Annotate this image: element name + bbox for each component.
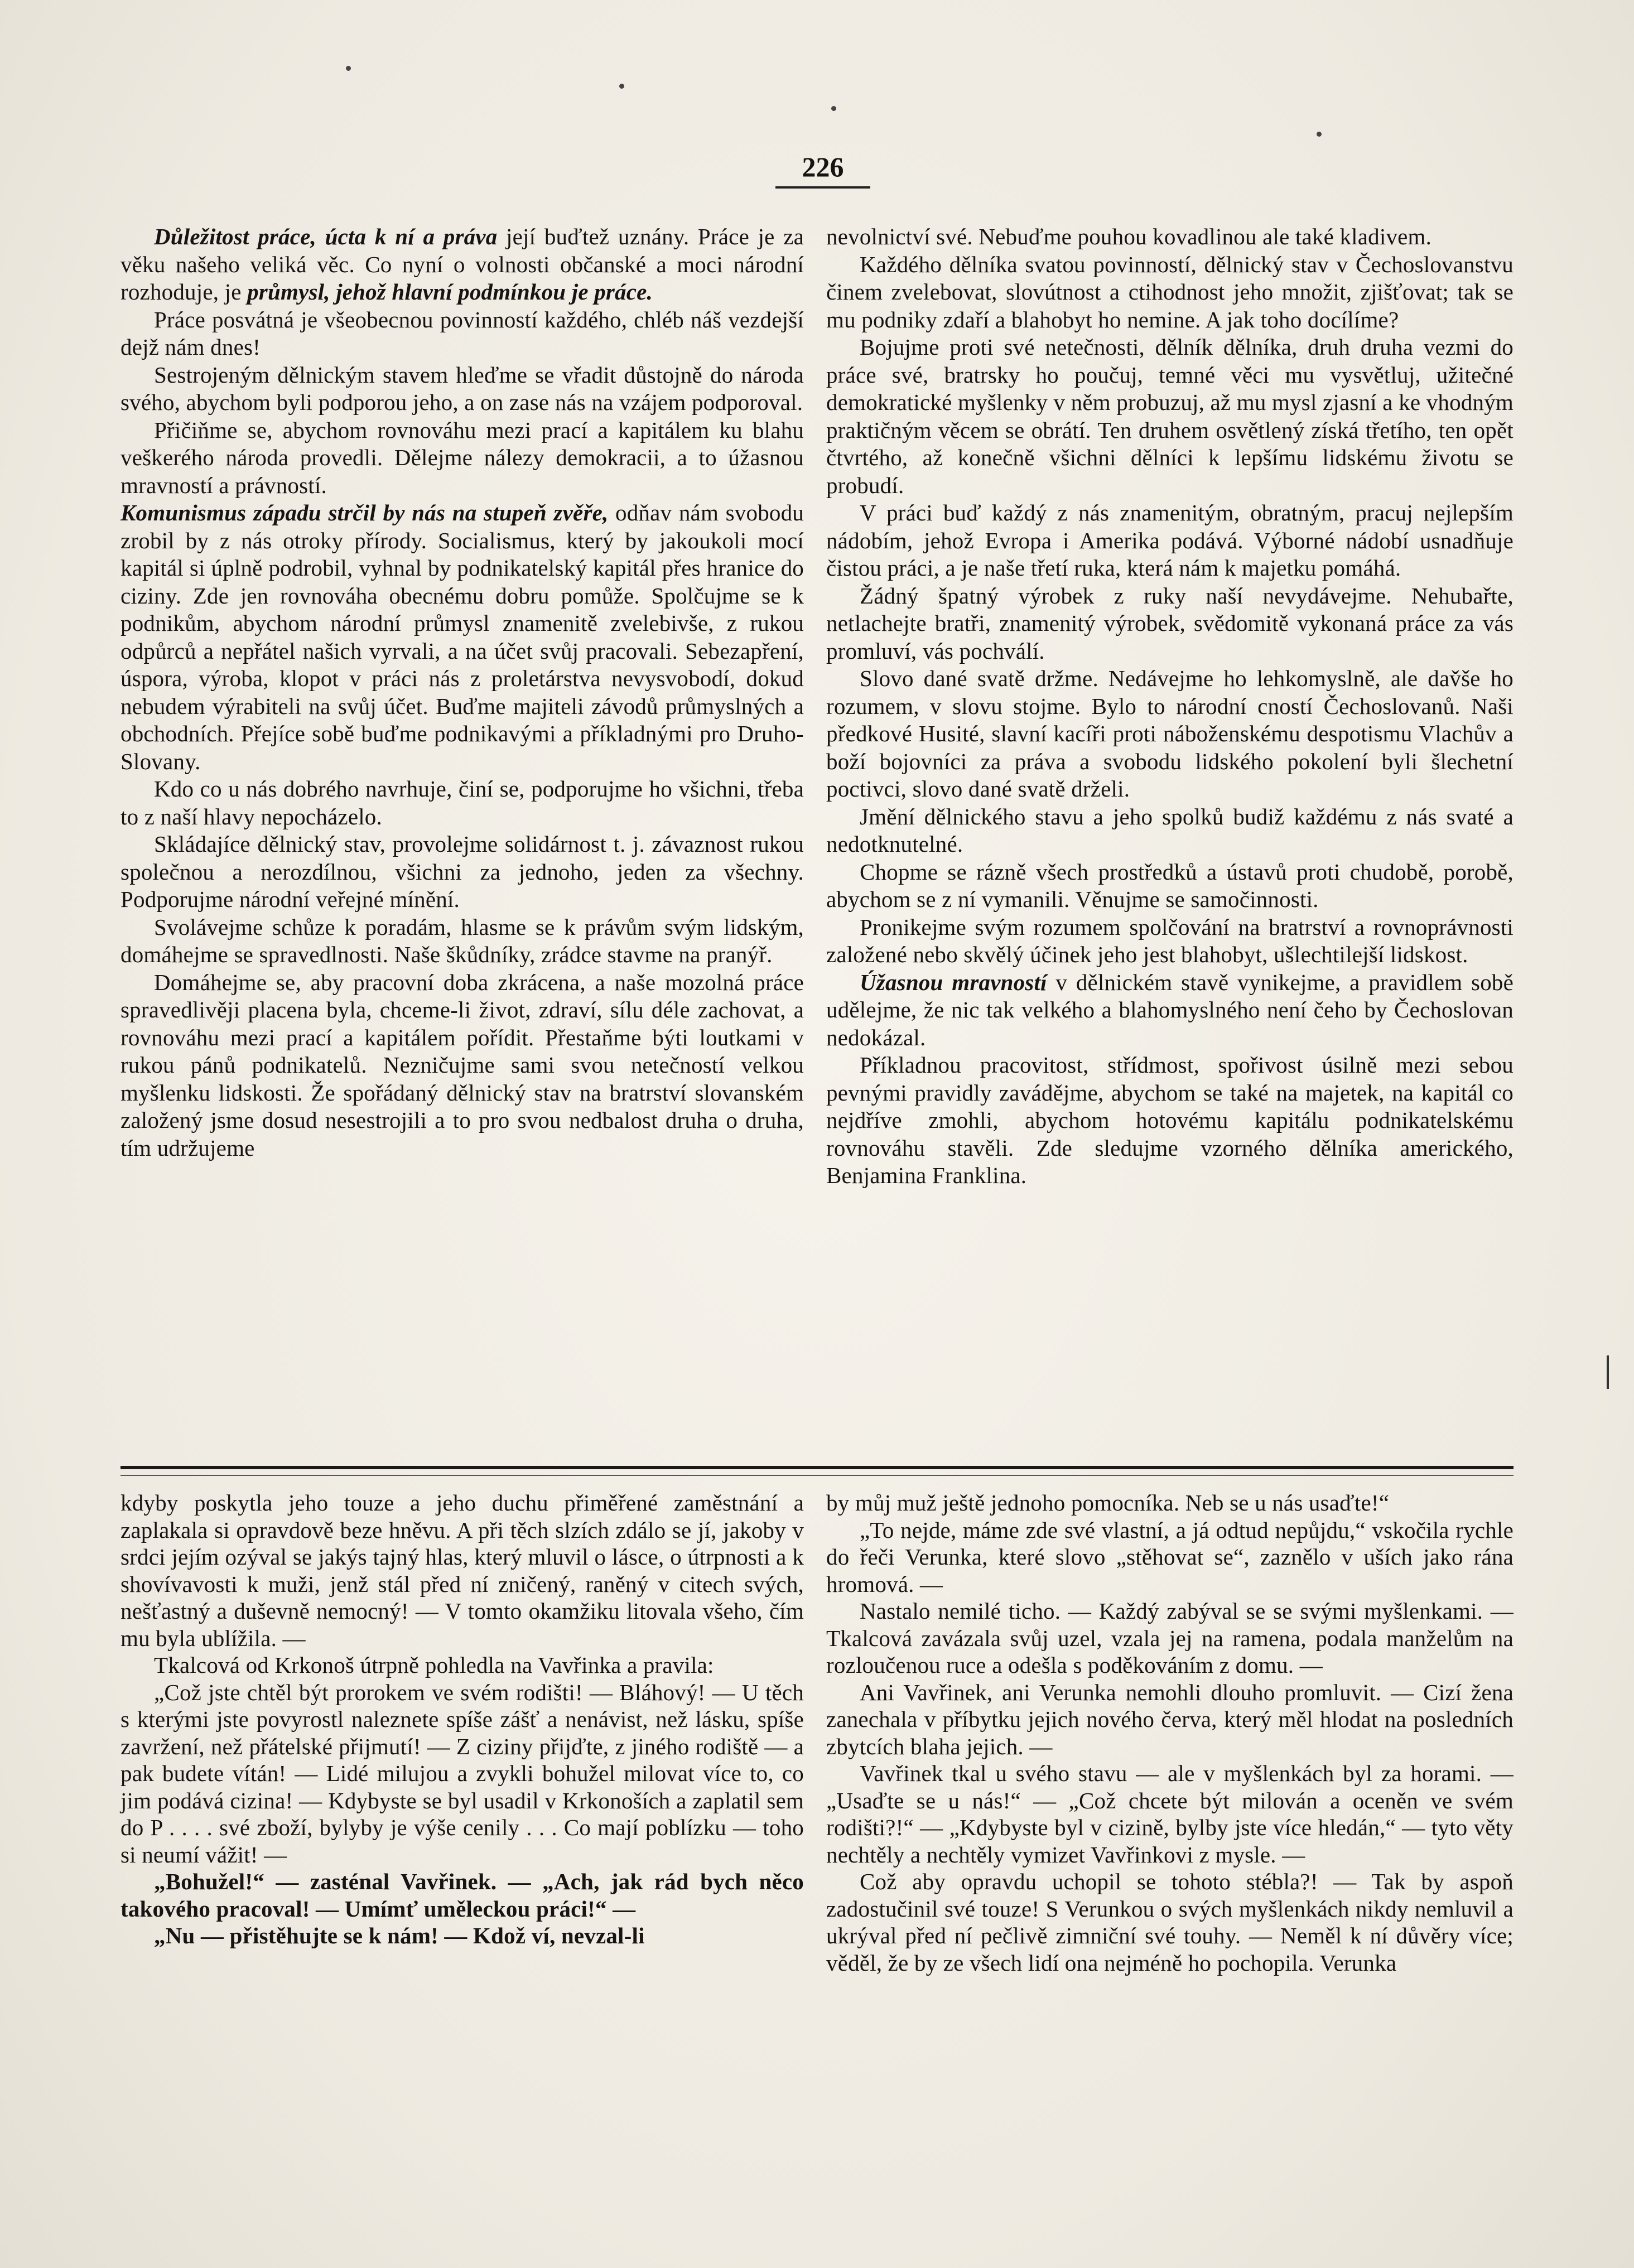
- page-number: 226: [775, 151, 870, 189]
- paragraph: Chopme se rázně všech prostředků a ústavů proti chudobě, porobě, abychom se z ní vymanili. Věnujme se samočinnosti.: [826, 858, 1514, 912]
- bottom-right-column: [826, 1489, 1514, 2226]
- paragraph-text: její buďtež uznány. Práce je za věku našeho veliká věc. Co nyní o volnosti občanské a moci národní rozhoduje, je: [120, 224, 804, 305]
- paragraph: Pronikejme svým rozumem spolčování na bratrství a rovnoprávnosti založené nebo skvělý účinek jeho jest blahobyt, ušlechtilejší lidskost.: [826, 914, 1514, 967]
- paragraph: Bojujme proti své netečnosti, dělník dělníka, druh druha vezmi do práce své, bratrsky ho poučuj, temné věci mu vysvětluj, užitečné demokratické myšlenky v něm probuzuj, až mu mysl zjasní a ke vhodným praktičným věcem se obrátí. Ten druhem osvětlený získá třetího, ten opět čtvrtého, až konečně všichni dělníci k lepšímu lidskému životu se probudí.: [826, 334, 1514, 498]
- emphasized-text: Důležitost práce, úcta k ní a práva: [154, 224, 498, 249]
- paragraph: Žádný špatný výrobek z ruky naší nevydávejme. Nehubařte, netlachejte bratři, znamenitý výrobek, svědomitě vykonaná práce za vás promluví, vás pochválí.: [826, 582, 1514, 664]
- paragraph: nevolnictví své. Nebuďme pouhou kovadlinou ale také kladivem.: [826, 224, 1432, 249]
- print-speck: [346, 66, 351, 71]
- top-left-column: [120, 223, 804, 1436]
- paragraph: Domáhejme se, aby pracovní doba zkrácena, a naše mozolná práce spravedlivěji placena byla, chceme-li život, zdraví, sílu déle zachovat, a rovnováhu mezi prací a kapitálem pořídit. Přestaňme býti loutkami v rukou pánů podnikatelů. Nezničujme sami svou netečností velkou myšlenku lidskosti. Že spořádaný dělnický stav na bratrství slovanském založený jsme dosud nesestrojili a to pro svou nedbalost druha o druha, tím udržujeme: [120, 969, 804, 1161]
- bottom-left-column: [120, 1489, 804, 2226]
- print-speck: [1317, 132, 1322, 137]
- paragraph: Každého dělníka svatou povinností, dělnický stav v Čechoslovanstvu činem zvelebovat, slovútnost a ctihodnost jeho množit, zjišťovat; tak se mu podniky zdaří a blahobyt ho nemine. A jak toho docílíme?: [826, 251, 1514, 332]
- paragraph: Ani Vavřinek, ani Verunka nemohli dlouho promluvit. — Cizí žena zanechala v příbytku jejich nového červa, který měl hlodat na posledních zbytcích blaha jejich. —: [826, 1679, 1514, 1759]
- emphasized-text: Komunismus západu strčil by nás na stupeň zvěře,: [120, 500, 609, 525]
- margin-mark: [1607, 1355, 1616, 1389]
- paragraph: Vavřinek tkal u svého stavu — ale v myšlenkách byl za horami. — „Usaďte se u nás!“ — „Což chcete být milován a oceněn ve svém rodišti?!“ — „Kdybyste byl v cizině, bylby jste více hledán,“ — tyto věty nechtěly a nechtěly vymizet Vavřinkovi z mysle. —: [826, 1760, 1514, 1868]
- print-speck: [831, 106, 836, 111]
- paragraph: V práci buď každý z nás znamenitým, obratným, pracuj nejlepším nádobím, jehož Evropa i Amerika podává. Výborné nádobí usnadňuje čistou práci, a je naše třetí ruka, která nám k majetku pomáhá.: [826, 500, 1514, 581]
- paragraph: [120, 223, 804, 306]
- emphasized-text: průmysl, jehož hlavní podmínkou je práce.: [247, 279, 653, 305]
- paragraph: Slovo dané svatě držme. Nedávejme ho lehkomyslně, ale dav̌še ho rozumem, v slovu stojme. Bylo to národní cností Čechoslovanů. Naši předkové Husité, slavní kacíři proti náboženskému despotismu Vlachův a boží bojovníci za práva a svobodu lidského pokolení byli šlechetní poctivci, slovo dané svatě drželi.: [826, 665, 1514, 802]
- paragraph: Přičiňme se, abychom rovnováhu mezi prací a kapitálem ku blahu veškerého národa provedli. Dělejme nálezy demokracii, a to úžasnou mravností a právností.: [120, 417, 804, 498]
- paragraph: kdyby poskytla jeho touze a jeho duchu přiměřené zaměstnání a zaplakala si opravdově beze hněvu. A při těch slzích zdálo se jí, jakoby v srdci jejím ozýval se jakýs tajný hlas, který mluvil o lásce, o útrpnosti a k shovívavosti k muži, jenž stál před ní zničený, raněný v citech svých, nešťastný a duševně nemocný! — V tomto okamžiku litovala všeho, čím mu byla ublížila. —: [120, 1490, 804, 1651]
- paragraph: [826, 969, 1514, 1052]
- paragraph: „Což jste chtěl být prorokem ve svém rodišti! — Bláhový! — U těch s kterými jste povyrostl naleznete spíše zášť a nenávist, než lásku, spíše zavržení, než přátelské přijmutí! — Z ciziny přijďte, z jiného rodiště — a pak budete vítán! — Lidé milujou a zvykli bohužel milovat více to, co jim podává cizina! — Kdybyste se byl usadil v Krkonoších a zaplatil sem do P . . . . své zboží, bylyby je výše cenily . . . Co mají poblízku — toho si neumí vážit! —: [120, 1679, 804, 1868]
- paragraph: Příkladnou pracovitost, střídmost, spořivost úsilně mezi sebou pevnými pravidly zavádějme, abychom se také na majetek, na kapitál co nejdříve zmohli, abychom hotovému kapitálu podnikatelskému rovnováhu stavěli. Zde sledujme vzorného dělníka amerického, Benjamina Franklina.: [826, 1052, 1514, 1188]
- paragraph: Nastalo nemilé ticho. — Každý zabýval se se svými myšlenkami. — Tkalcová zavázala svůj uzel, vzala jej na ramena, podala manželům na rozloučenou ruce a odešla s poděkováním z domu. —: [826, 1598, 1514, 1678]
- paragraph: Kdo co u nás dobrého navrhuje, činí se, podporujme ho všichni, třeba to z naší hlavy nepocházelo.: [120, 776, 804, 829]
- paragraph: Což aby opravdu uchopil se tohoto stébla?! — Tak by aspoň zadostučinil své touze! S Verunkou o svých myšlenkách nikdy nemluvil a ukrýval před ní pečlivě zimniční své touhy. — Neměl k ní důvěry více; věděl, že by ze všech lidí ona nejméně ho pochopila. Verunka: [826, 1869, 1514, 1976]
- print-speck: [619, 84, 624, 89]
- paragraph-text: odňav nám svobodu zrobil by z nás otroky přírody. Socialismus, který by jakoukoli mocí kapitál si úplně podrobil, vyhnal by podnikatelský kapitál přes hranice do ciziny. Zde jen rovnováha obecnému dobru pomůže. Spolčujme se k podnikům, abychom národní průmysl znamenitě zvelebivše, z rukou odpůrců a nepřátel našich vyrvali, a na účet svůj pracovali. Sebezapření, úspora, výroba, klopot v práci nás z proletárstva nevysvobodí, dokud nebudem výrabiteli na svůj účet. Buďme majiteli závodů průmyslných a obchodních. Přejíce sobě buďme podnikavými a příkladnými pro Druho-Slovany.: [120, 500, 804, 774]
- paragraph: Skládajíce dělnický stav, provolejme solidárnost t. j. závaznost rukou společnou a nerozdílnou, všichni za jednoho, jeden za všechny. Podporujme národní veřejné mínění.: [120, 831, 804, 912]
- paragraph: Sestrojeným dělnickým stavem hleďme se vřadit důstojně do národa svého, abychom byli podporou jeho, a on zase nás na vzájem podporoval.: [120, 361, 804, 415]
- paragraph: Jmění dělnického stavu a jeho spolků budiž každému z nás svaté a nedotknutelné.: [826, 803, 1514, 857]
- section-divider: [120, 1466, 1514, 1469]
- paragraph: Práce posvátná je všeobecnou povinností každého, chléb náš vezdejší dejž nám dnes!: [120, 306, 804, 360]
- emphasized-text: Úžasnou mravností: [860, 969, 1047, 995]
- paragraph: „Bohužel!“ — zasténal Vavřinek. — „Ach, jak rád bych něco takového pracoval! — Umímť uměleckou práci!“ —: [120, 1869, 804, 1922]
- paragraph: [120, 499, 804, 775]
- paragraph: „To nejde, máme zde své vlastní, a já odtud nepůjdu,“ vskočila rychle do řeči Verunka, které slovo „stěhovat se“, zaznělo v uších jako rána hromová. —: [826, 1517, 1514, 1597]
- section-divider-thin: [120, 1475, 1514, 1476]
- paragraph: „Nu — přistěhujte se k nám! — Kdož ví, nevzal-li: [154, 1923, 645, 1948]
- paragraph: by můj muž ještě jednoho pomocníka. Neb se u nás usaďte!“: [826, 1490, 1390, 1516]
- paragraph: Svolávejme schůze k poradám, hlasme se k právům svým lidským, domáhejme se spravedlnosti. Naše škůdníky, zrádce stavme na pranýř.: [120, 914, 804, 967]
- top-right-column: [826, 223, 1514, 1436]
- paragraph-text: v dělnickém stavě vynikejme, a pravidlem sobě udělejme, že nic tak velkého a blahomyslného není čeho by Čechoslovan nedokázal.: [826, 969, 1514, 1050]
- paragraph: Tkalcová od Krkonoš útrpně pohledla na Vavřinka a pravila:: [154, 1652, 714, 1678]
